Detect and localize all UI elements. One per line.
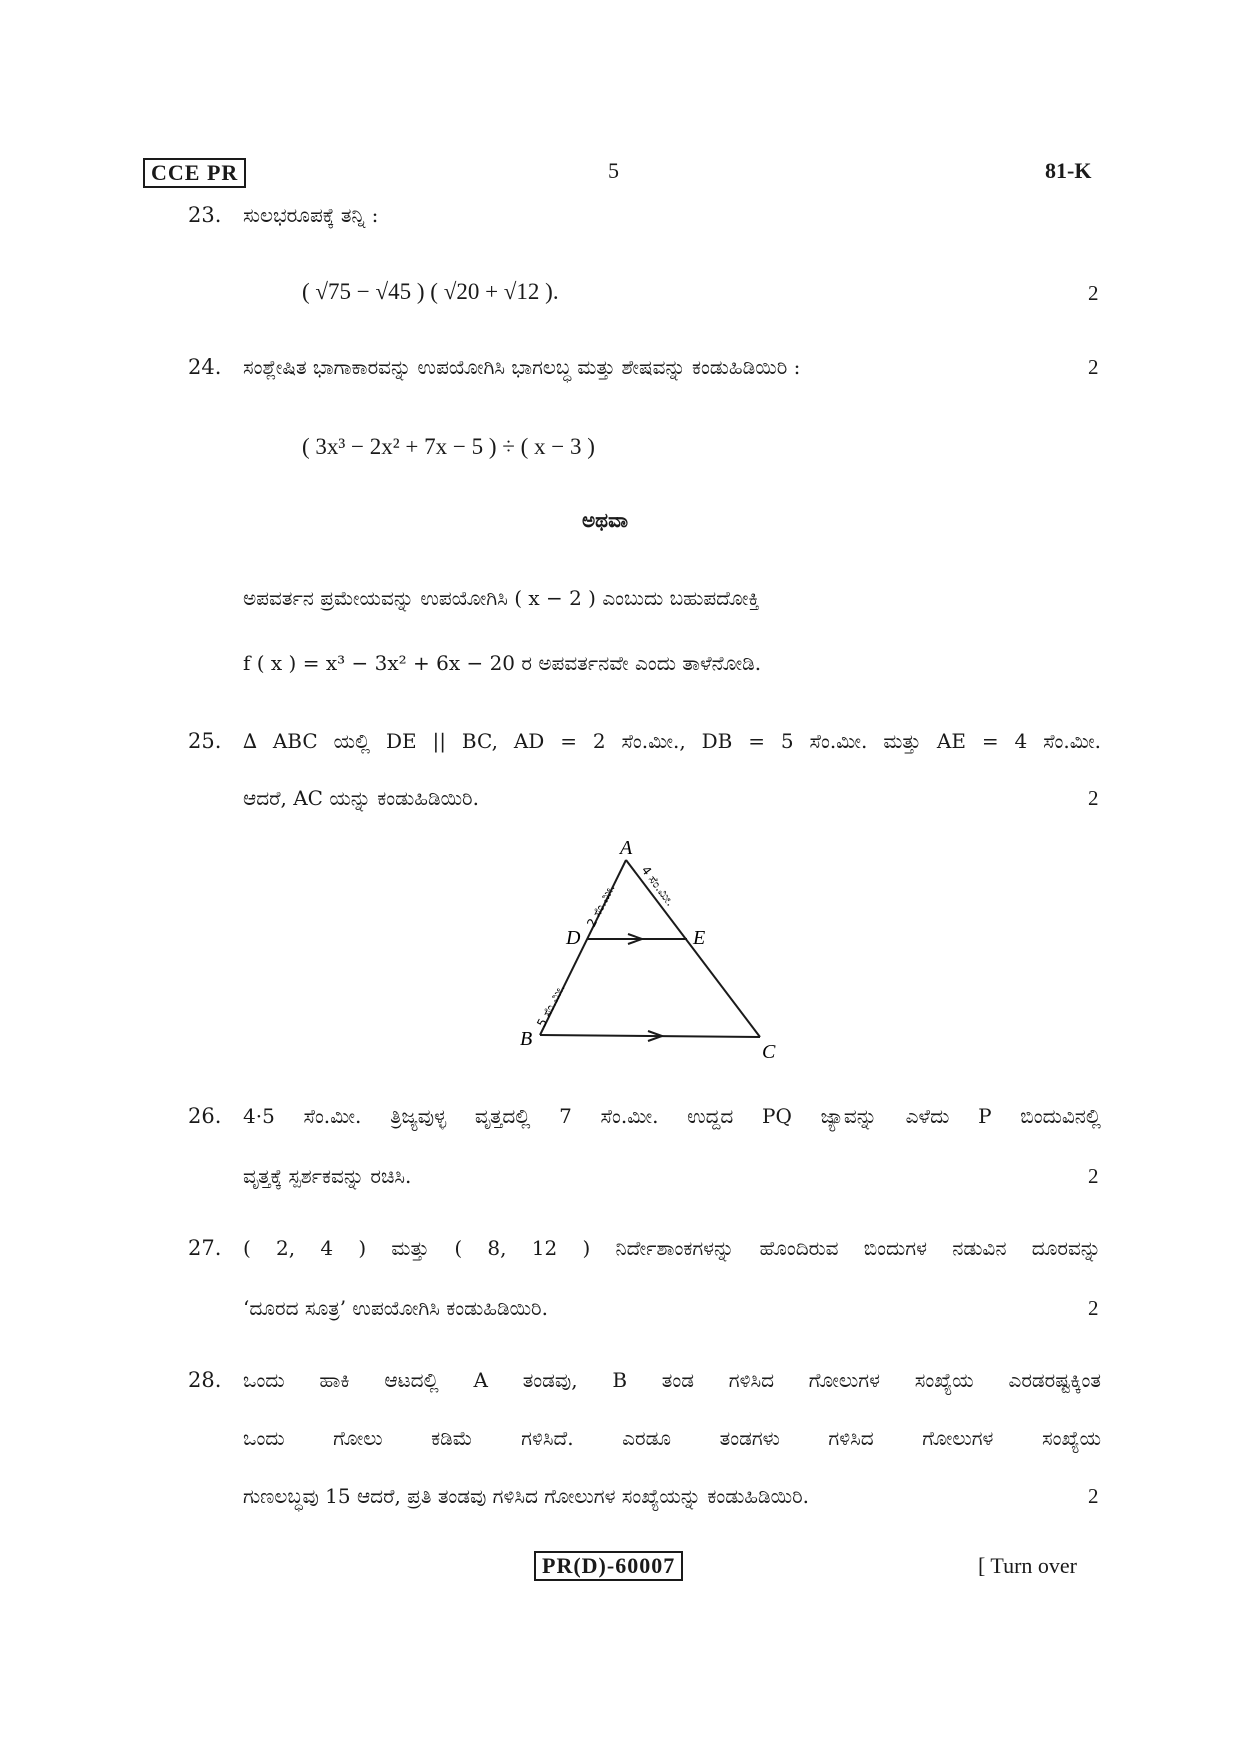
question-26-line-1: 4·5 ಸೆಂ.ಮೀ. ತ್ರಿಜ್ಯವುಳ್ಳ ವೃತ್ತದಲ್ಲಿ 7 ಸೆಂ.ಮೀ. ಉದ್ದದ PQ ಜ್ಯಾವನ್ನು ಎಳೆದು P ಬಿಂದುವಿನಲ್ಲಿ — [243, 1104, 1101, 1128]
footer-code: PR(D)-60007 — [542, 1553, 676, 1578]
or-label: ಅಥವಾ — [582, 508, 628, 532]
header-code-box — [143, 158, 246, 188]
vertex-d-label: D — [566, 927, 581, 949]
question-27-marks: 2 — [1088, 1296, 1099, 1320]
side-bc — [540, 1035, 760, 1037]
question-28-line-1: ಒಂದು ಹಾಕಿ ಆಟದಲ್ಲಿ A ತಂಡವು, B ತಂಡ ಗಳಿಸಿದ ಗೋಲುಗಳ ಸಂಖ್ಯೆಯ ಎರಡರಷ್ಟಕ್ಕಿಂತ — [243, 1368, 1101, 1392]
question-23-marks: 2 — [1088, 281, 1099, 305]
question-24-expression: ( 3x³ − 2x² + 7x − 5 ) ÷ ( x − 3 ) — [302, 434, 595, 459]
question-26-marks: 2 — [1088, 1164, 1099, 1188]
question-23-text: ಸುಲಭರೂಪಕ್ಕೆ ತನ್ನಿ : — [243, 203, 379, 227]
question-28-line-3: ಗುಣಲಬ್ಧವು 15 ಆದರೆ, ಪ್ರತಿ ತಂಡವು ಗಳಿಸಿದ ಗೋಲುಗಳ ಸಂಖ್ಯೆಯನ್ನು ಕಂಡುಹಿಡಿಯಿರಿ. — [243, 1484, 810, 1508]
question-24-alt-line-1: ಅಪವರ್ತನ ಪ್ರಮೇಯವನ್ನು ಉಪಯೋಗಿಸಿ ( x − 2 ) ಎಂಬುದು ಬಹುಪದೋಕ್ತಿ — [243, 586, 760, 610]
vertex-c-label: C — [762, 1041, 776, 1063]
question-number-26: 26. — [188, 1104, 222, 1128]
vertex-b-label: B — [520, 1028, 533, 1050]
question-27-line-2: ‘ದೂರದ ಸೂತ್ರ’ ಉಪಯೋಗಿಸಿ ಕಂಡುಹಿಡಿಯಿರಿ. — [243, 1296, 548, 1320]
turn-over-label: [ Turn over — [978, 1553, 1078, 1578]
question-26-line-2: ವೃತ್ತಕ್ಕೆ ಸ್ಪರ್ಶಕವನ್ನು ರಚಿಸಿ. — [243, 1164, 412, 1188]
triangle-figure — [500, 830, 790, 1070]
question-24-text: ಸಂಶ್ಲೇಷಿತ ಭಾಗಾಕಾರವನ್ನು ಉಪಯೋಗಿಸಿ ಭಾಗಲಬ್ಧ ಮತ್ತು ಶೇಷವನ್ನು ಕಂಡುಹಿಡಿಯಿರಿ : — [243, 355, 801, 379]
question-24-alt-line-2: f ( x ) = x³ − 3x² + 6x − 20 ರ ಅಪವರ್ತನವೇ ಎಂದು ತಾಳೆನೋಡಿ. — [243, 651, 762, 675]
question-number-28: 28. — [188, 1368, 222, 1392]
question-28-line-2: ಒಂದು ಗೋಲು ಕಡಿಮೆ ಗಳಿಸಿದೆ. ಎರಡೂ ತಂಡಗಳು ಗಳಿಸಿದ ಗೋಲುಗಳ ಸಂಖ್ಯೆಯ — [243, 1426, 1101, 1450]
vertex-e-label: E — [693, 927, 706, 949]
side-ad-label: 2 ಸೆಂ.ಮೀ. — [584, 881, 618, 930]
question-24-marks: 2 — [1088, 355, 1099, 379]
side-db-label: 5 ಸೆಂ.ಮೀ. — [534, 981, 568, 1030]
question-25-marks: 2 — [1088, 786, 1099, 810]
question-25-line-2: ಆದರೆ, AC ಯನ್ನು ಕಂಡುಹಿಡಿಯಿರಿ. — [243, 786, 479, 810]
question-number-23: 23. — [188, 203, 222, 227]
question-number-27: 27. — [188, 1236, 222, 1260]
question-number-24: 24. — [188, 355, 222, 379]
vertex-a-label: A — [620, 837, 633, 859]
question-number-25: 25. — [188, 729, 222, 753]
question-25-line-1: ∆ ABC ಯಲ್ಲಿ DE || BC, AD = 2 ಸೆಂ.ಮೀ., DB = 5 ಸೆಂ.ಮೀ. ಮತ್ತು AE = 4 ಸೆಂ.ಮೀ. — [243, 729, 1101, 753]
paper-code: 81-K — [1045, 158, 1092, 183]
question-28-marks: 2 — [1088, 1484, 1099, 1508]
question-27-line-1: ( 2, 4 ) ಮತ್ತು ( 8, 12 ) ನಿರ್ದೇಶಾಂಕಗಳನ್ನು ಹೊಂದಿರುವ ಬಿಂದುಗಳ ನಡುವಿನ ದೂರವನ್ನು — [243, 1236, 1101, 1260]
question-23-expression: ( √75 − √45 ) ( √20 + √12 ). — [302, 279, 559, 304]
page-number: 5 — [608, 158, 619, 183]
footer-code-box — [534, 1551, 683, 1581]
header-code: CCE PR — [151, 160, 239, 185]
side-ae-label: 4 ಸೆಂ.ಮೀ. — [638, 863, 678, 909]
